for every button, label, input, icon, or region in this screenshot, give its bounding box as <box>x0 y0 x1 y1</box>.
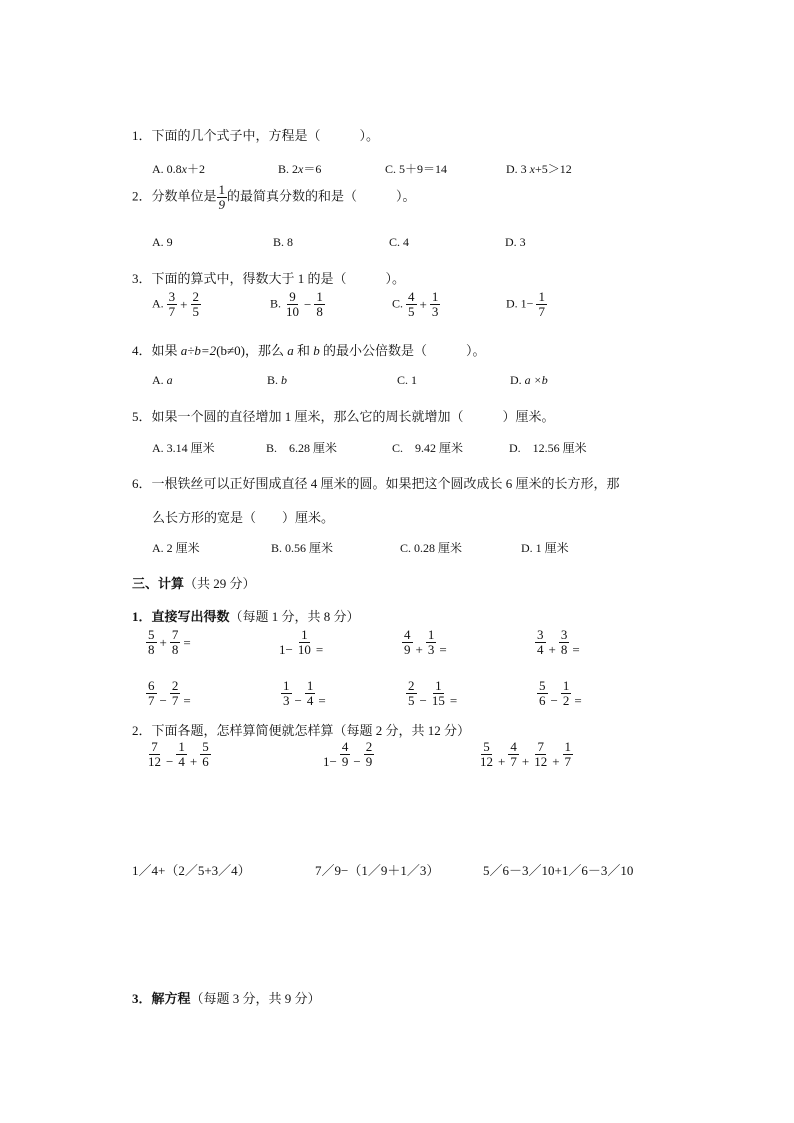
q5-stem: 5．如果一个圆的直径增加 1 厘米，那么它的周长就增加（ ）厘米。 <box>132 409 555 424</box>
calc-item: $\frac{3}{4}$ $_+$ $\frac{3}{8}$ $_=$ <box>537 627 580 658</box>
part3-heading: 3．解方程（每题 3 分，共 9 分） <box>132 991 321 1006</box>
calc-item: $\frac{1}{3}$ $_-$ $\frac{1}{4}$ $_=$ <box>283 678 326 709</box>
q6-option-b[interactable]: B. 0.56 厘米 <box>271 541 334 555</box>
simplify-text-3: 5／6－3／10+1／6－3／10 <box>483 863 634 878</box>
q2-option-b[interactable]: B. 8 <box>273 235 294 249</box>
q6-option-c[interactable]: C. 0.28 厘米 <box>400 541 463 555</box>
q3-stem: 3．下面的算式中，得数大于 1 的是（ ）。 <box>132 271 406 286</box>
q2-option-d[interactable]: D. 3 <box>505 235 526 249</box>
q3-option-d[interactable]: D. 1− $\frac{1}{7}$ <box>506 289 545 319</box>
calc-item: $\frac{6}{7}$ $_-$ $\frac{2}{7}$ $_=$ <box>148 678 191 709</box>
q6-option-a[interactable]: A. 2 厘米 <box>152 541 200 555</box>
simplify-text-1: 1／4+（2／5+3／4） <box>132 863 251 878</box>
q5-option-c[interactable]: C. 9.42 厘米 <box>392 441 464 455</box>
q6-stem-line2: 么长方形的宽是（ ）厘米。 <box>152 510 335 525</box>
q5-option-d[interactable]: D. 12.56 厘米 <box>509 441 587 455</box>
simplify-text-2: 7／9−（1／9＋1／3） <box>315 863 440 878</box>
simplify-item: $\frac{5}{12}$ $_+$ $\frac{4}{7}$ $_+$ $\frac{7}{12}$ $_+$ $\frac{1}{7}$ <box>480 739 572 770</box>
part2-heading: 2．下面各题，怎样算简便就怎样算（每题 2 分，共 12 分） <box>132 723 471 738</box>
q3-option-a[interactable]: A. $\frac{3}{7}$ + $\frac{2}{5}$ <box>152 289 200 319</box>
q3-option-b[interactable]: B. $\frac{9}{10}$ − $\frac{1}{8}$ <box>270 289 323 319</box>
q2-stem: 2．分数单位是 $\frac{1}{9}$ 的最简真分数的和是（ ）。 <box>132 182 416 212</box>
q4-option-b[interactable]: B. b <box>267 373 288 387</box>
q1-option-c[interactable]: C. 5＋9＝14 <box>385 162 448 176</box>
q4-option-a[interactable]: A. a <box>152 373 173 387</box>
q6-stem-line1: 6．一根铁丝可以正好围成直径 4 厘米的圆。如果把这个圆改成长 6 厘米的长方形，那 <box>132 476 620 491</box>
q3-option-c[interactable]: C. $\frac{4}{5}$ + $\frac{1}{3}$ <box>392 289 439 319</box>
q5-option-a[interactable]: A. 3.14 厘米 <box>152 441 215 455</box>
q1-option-a[interactable]: A. 0.8x＋2 <box>152 162 206 176</box>
q6-option-d[interactable]: D. 1 厘米 <box>521 541 569 555</box>
part1-heading: 1．直接写出得数（每题 1 分，共 8 分） <box>132 609 360 624</box>
q1-option-b[interactable]: B. 2x＝6 <box>278 162 322 176</box>
q1-option-d[interactable]: D. 3 x+5＞12 <box>506 162 572 176</box>
q4-stem: 4．如果 a÷b=2(b≠0)，那么 a 和 b 的最小公倍数是（ ）。 <box>132 343 486 358</box>
calc-item: $\frac{5}{6}$ $_-$ $\frac{1}{2}$ $_=$ <box>539 678 582 709</box>
q2-option-c[interactable]: C. 4 <box>389 235 410 249</box>
calc-item: $_{1-}$ $\frac{1}{10}$ $_=$ <box>279 627 324 658</box>
simplify-item: $\frac{7}{12}$ $_-$ $\frac{1}{4}$ $_+$ $\frac{5}{6}$ <box>148 739 209 770</box>
simplify-item: $_{1-}$ $\frac{4}{9}$ $_-$ $\frac{2}{9}$ <box>323 739 373 770</box>
calc-item: $\frac{5}{8}$ + $\frac{7}{8}$ = <box>148 627 191 657</box>
q2-option-a[interactable]: A. 9 <box>152 235 173 249</box>
q1-stem: 1．下面的几个式子中，方程是（ ）。 <box>132 128 380 143</box>
q5-option-b[interactable]: B. 6.28 厘米 <box>266 441 338 455</box>
section-heading: 三、计算（共 29 分） <box>132 576 256 591</box>
fraction: $\frac{1}{9}$ <box>218 182 226 212</box>
calc-item: $\frac{4}{9}$ $_+$ $\frac{1}{3}$ $_=$ <box>404 627 447 658</box>
calc-item: $\frac{2}{5}$ $_-$ $\frac{1}{15}$ $_=$ <box>408 678 458 709</box>
q4-option-c[interactable]: C. 1 <box>397 373 418 387</box>
q4-option-d[interactable]: D. a ×b <box>510 373 548 387</box>
